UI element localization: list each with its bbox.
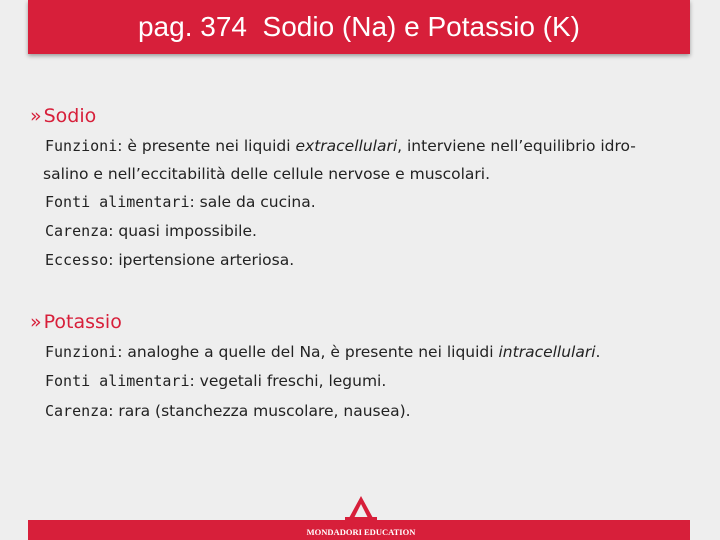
title-bar [28,0,690,54]
term-label: Fonti alimentari [45,193,190,211]
chevron-bullet-icon: » [30,311,42,333]
text: : vegetali freschi, legumi. [189,372,387,390]
italic-text: intracellulari [498,343,596,361]
italic-text: extracellulari [295,137,398,155]
section-heading-text: Sodio [43,105,97,127]
text: salino e nell’eccitabilità delle cellule nervose e muscolari. [43,165,491,183]
sodio-fonti [45,193,316,211]
sodio-carenza [45,222,257,240]
potassio-fonti [45,372,386,390]
text: , interviene nell’equilibrio idro- [397,137,636,155]
text: : rara (stanchezza muscolare, nausea). [108,402,411,420]
section-heading-potassio [30,310,122,334]
text: : ipertensione arteriosa. [108,251,295,269]
chevron-bullet-icon: » [30,105,42,127]
page-title: pag. 374 Sodio (Na) e Potassio (K) [137,11,580,42]
text: : quasi impossibile. [108,222,257,240]
section-heading-sodio [30,104,96,128]
sodio-funzioni [45,137,636,155]
text: : sale da cucina. [189,193,316,211]
term-label: Funzioni [45,137,118,155]
term-label: Carenza [45,222,109,240]
sodio-eccesso [45,251,294,269]
sodio-funzioni-continued [43,165,490,183]
section-heading-text: Potassio [43,311,122,333]
term-label: Funzioni [45,343,118,361]
potassio-funzioni [45,343,600,361]
mondadori-education-logo [290,494,432,540]
text: : analoghe a quelle del Na, è presente nei liquidi [117,343,499,361]
term-label: Carenza [45,402,109,420]
text: : è presente nei liquidi [117,137,296,155]
term-label: Fonti alimentari [45,372,190,390]
term-label: Eccesso [45,251,109,269]
logo-text: MONDADORI EDUCATION [306,527,416,537]
potassio-carenza [45,402,411,420]
text: . [595,343,601,361]
